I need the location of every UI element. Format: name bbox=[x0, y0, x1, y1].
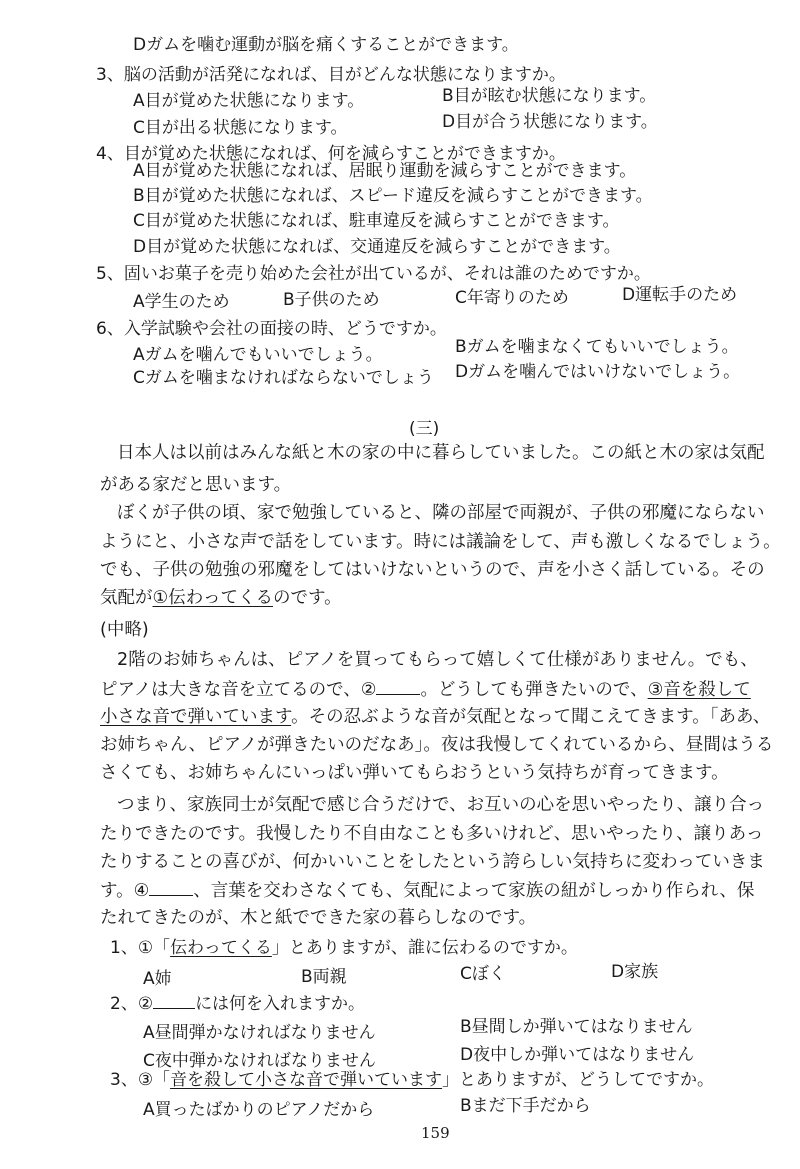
text-segment: 1、①「 bbox=[110, 938, 171, 958]
q3-option-c: C目が出る状態になります。 bbox=[133, 118, 348, 138]
passage-p4-line2: たりできたのです。我慢したり不自由なことも多いけれど、思いやったり、譲りあっ bbox=[100, 824, 764, 844]
blank-2 bbox=[153, 992, 195, 1009]
q5-option-b: B子供のため bbox=[283, 290, 380, 310]
blank-2 bbox=[376, 678, 420, 695]
passage-p3-line2 bbox=[100, 678, 751, 701]
q3-option-d: D目が合う状態になります。 bbox=[442, 112, 658, 132]
passage-p4-line1: つまり、家族同士が気配で感じ合うだけで、お互いの心を思いやったり、譲り合っ bbox=[117, 795, 765, 815]
question-2-option-a: A昼間弾かなければなりません bbox=[143, 1023, 376, 1043]
question-3-stem bbox=[110, 1069, 714, 1091]
text-segment: ピアノは大きな音を立てるので、② bbox=[100, 680, 377, 700]
question-3-option-b: Bまだ下手だから bbox=[460, 1096, 591, 1116]
passage-p4-line3: たりすることの喜びが、何かいいことをしたという誇らしい気持ちに変わっていきま bbox=[100, 852, 765, 872]
passage-p2-line4 bbox=[100, 587, 342, 609]
underlined-phrase: 音を殺して小さな音で弾いています bbox=[170, 1070, 443, 1090]
q3-option-b: B目が眩む状態になります。 bbox=[442, 86, 657, 106]
q6-option-a: Aガムを噛んでもいいでしょう。 bbox=[133, 345, 383, 365]
passage-p3-line3 bbox=[100, 706, 770, 728]
passage-p4-line4 bbox=[100, 879, 754, 902]
omitted-marker: (中略) bbox=[100, 620, 149, 640]
question-1-stem bbox=[110, 937, 578, 959]
q6-option-c: Cガムを噛まなければならないでしょう bbox=[133, 368, 434, 388]
q4-option-a: A目が覚めた状態になれば、居眠り運動を減らすことができます。 bbox=[133, 161, 637, 181]
question-3-option-a: A買ったばかりのピアノだから bbox=[143, 1100, 375, 1120]
text-segment: 気配が bbox=[100, 588, 153, 608]
q-prev-option-d: Dガムを噛む運動が脳を痛くすることができます。 bbox=[133, 35, 519, 55]
passage-p1-line2: がある家だと思います。 bbox=[100, 475, 292, 495]
passage-p3-line5: さくても、お姉ちゃんにいっぱい弾いてもらおうという気持ちが育ってきます。 bbox=[100, 763, 729, 783]
text-segment: 3、③「 bbox=[110, 1070, 171, 1090]
text-segment: 」とありますが、誰に伝わるのですか。 bbox=[271, 938, 578, 958]
section-title: (三) bbox=[409, 419, 440, 439]
underlined-phrase-3b: 小さな音で弾いています bbox=[100, 707, 292, 727]
text-segment: のです。 bbox=[273, 588, 342, 608]
question-2-stem bbox=[110, 992, 365, 1015]
q4-option-b: B目が覚めた状態になれば、スピード違反を減らすことができます。 bbox=[133, 186, 653, 206]
text-segment: には何を入れますか。 bbox=[195, 994, 366, 1014]
q5-option-d: D運転手のため bbox=[622, 285, 738, 305]
question-1-option-d: D家族 bbox=[611, 962, 659, 982]
q5-option-a: A学生のため bbox=[133, 292, 230, 312]
blank-4 bbox=[149, 879, 193, 896]
passage-p3-line1: 2階のお姉ちゃんは、ピアノを買ってもらって嬉しくて仕様がありません。でも、 bbox=[117, 650, 758, 670]
q5-option-c: C年寄りのため bbox=[455, 288, 569, 308]
q3-option-a: A目が覚めた状態になります。 bbox=[133, 91, 365, 111]
underlined-phrase: 伝わってくる bbox=[170, 938, 272, 958]
text-segment: 。その忍ぶような音が気配となって聞こえてきます。「ああ、 bbox=[291, 707, 771, 727]
q6-option-b: Bガムを噛まなくてもいいでしょう。 bbox=[455, 337, 739, 357]
question-2-option-d: D夜中しか弾いてはなりません bbox=[460, 1045, 695, 1065]
underlined-phrase-1: ①伝わってくる bbox=[152, 588, 274, 608]
question-2-option-b: B昼間しか弾いてはなりません bbox=[460, 1017, 693, 1037]
passage-p4-line5: たれてきたのが、木と紙でできた家の暮らしなのです。 bbox=[100, 908, 537, 928]
text-segment: 」とありますが、どうしてですか。 bbox=[442, 1070, 715, 1090]
q6-option-d: Dガムを噛んではいけないでしょう。 bbox=[455, 362, 741, 382]
text-segment: 2、② bbox=[110, 994, 154, 1014]
q4-stem: 4、目が覚めた状態になれば、何を減らすことができますか。 bbox=[96, 144, 566, 164]
question-1-option-b: B両親 bbox=[301, 967, 347, 987]
question-2-option-c: C夜中弾かなければなりません bbox=[143, 1051, 376, 1071]
question-1-option-c: Cぼく bbox=[460, 964, 506, 984]
q5-stem: 5、固いお菓子を売り始めた会社が出ているが、それは誰のためですか。 bbox=[96, 264, 651, 284]
page-number: 159 bbox=[421, 1124, 450, 1142]
text-segment: 、言葉を交わさなくても、気配によって家族の紐がしっかり作られ、保 bbox=[193, 881, 755, 901]
question-1-option-a: A姉 bbox=[143, 969, 172, 989]
passage-p2-line1: ぼくが子供の頃、家で勉強していると、隣の部屋で両親が、子供の邪魔にならない bbox=[117, 503, 765, 523]
passage-p2-line3: でも、子供の勉強の邪魔をしてはいけないというので、声を小さく話している。その bbox=[100, 560, 765, 580]
passage-p1-line1: 日本人は以前はみんな紙と木の家の中に暮らしていました。この紙と木の家は気配 bbox=[117, 443, 765, 463]
text-segment: す。④ bbox=[100, 881, 150, 901]
q6-stem: 6、入学試験や会社の面接の時、どうですか。 bbox=[96, 319, 447, 339]
passage-p2-line2: ようにと、小さな声で話をしています。時には議論をして、声も激しくなるでしょう。 bbox=[100, 532, 781, 552]
text-segment: 。どうしても弾きたいので、 bbox=[420, 680, 648, 700]
q4-option-d: D目が覚めた状態になれば、交通違反を減らすことができます。 bbox=[133, 237, 621, 257]
q3-stem: 3、脳の活動が活発になれば、目がどんな状態になりますか。 bbox=[96, 65, 566, 85]
q4-option-c: C目が覚めた状態になれば、駐車違反を減らすことができます。 bbox=[133, 211, 620, 231]
underlined-phrase-3a: ③音を殺して bbox=[647, 680, 751, 700]
passage-p3-line4: お姉ちゃん、ピアノが弾きたいのだなあ」。夜は我慢してくれているから、昼間はうる bbox=[100, 735, 774, 755]
